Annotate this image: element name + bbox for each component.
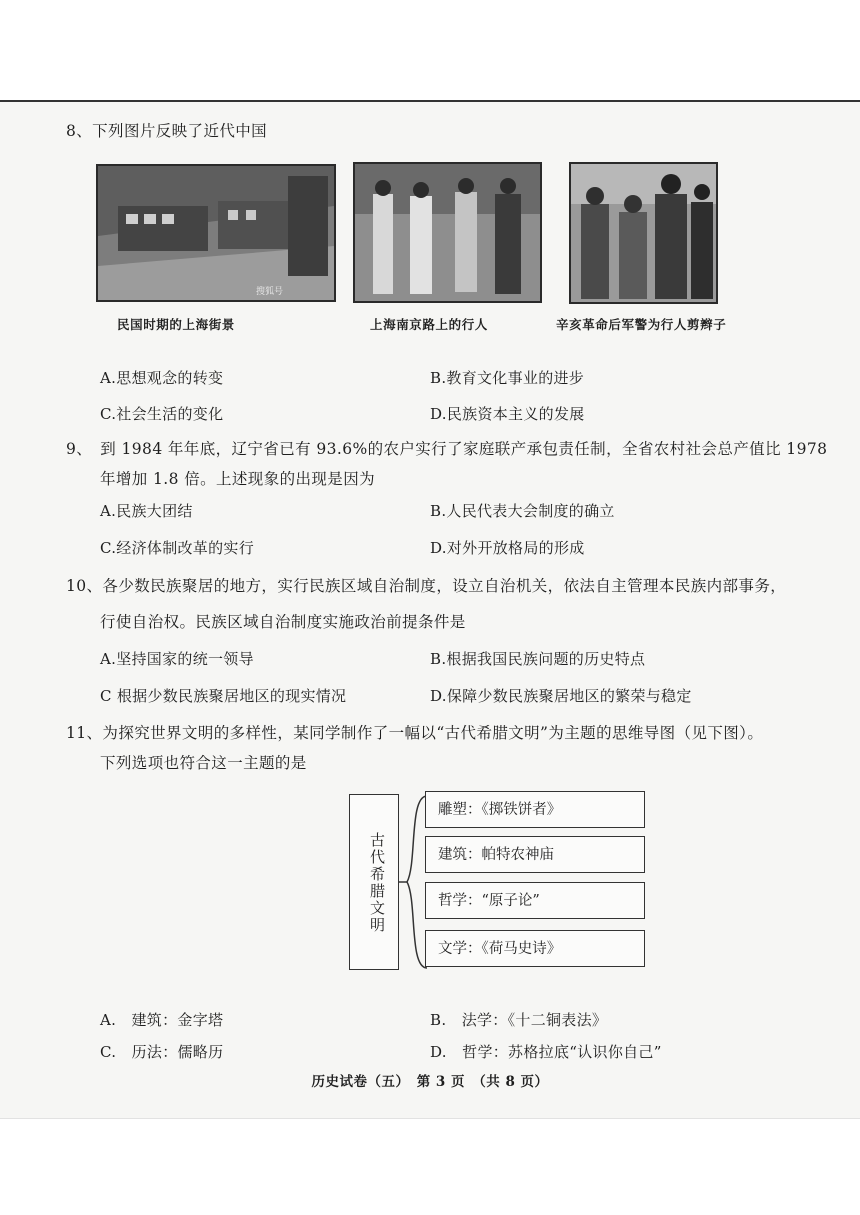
photo-watermark: 搜狐号	[256, 287, 284, 297]
q8-option-d[interactable]: D.民族资本主义的发展	[430, 405, 585, 423]
q10-option-d[interactable]: D.保障少数民族聚居地区的繁荣与稳定	[430, 687, 692, 705]
caption-shanghai-street: 民国时期的上海街景	[117, 317, 235, 332]
q9-option-d[interactable]: D.对外开放格局的形成	[430, 539, 585, 557]
q8-stem: 8、下列图片反映了近代中国	[66, 122, 268, 140]
q8-option-c[interactable]: C.社会生活的变化	[100, 405, 224, 423]
q9-stem-line2: 年增加 1.8 倍。上述现象的出现是因为	[100, 470, 376, 488]
q11-stem-line1: 11、为探究世界文明的多样性，某同学制作了一幅以“古代希腊文明”为主题的思维导图（见下图）。	[66, 724, 764, 742]
q8-option-a[interactable]: A.思想观念的转变	[100, 369, 224, 387]
q10-option-c[interactable]: C 根据少数民族聚居地区的现实情况	[100, 687, 347, 705]
q11-stem-line2: 下列选项也符合这一主题的是	[100, 754, 307, 772]
caption-nanjing-road: 上海南京路上的行人	[370, 317, 488, 332]
photo-queue-cutting	[569, 162, 718, 304]
page-footer: 历史试卷（五） 第 3 页 （共 8 页）	[311, 1074, 549, 1090]
mindmap-branch-architecture: 建筑：帕特农神庙	[425, 836, 645, 873]
q9-option-a[interactable]: A.民族大团结	[100, 502, 193, 520]
mindmap-root-label: 古代希腊文明	[368, 832, 386, 934]
q9-option-c[interactable]: C.经济体制改革的实行	[100, 539, 255, 557]
q10-option-a[interactable]: A.坚持国家的统一领导	[100, 650, 254, 668]
q11-option-a[interactable]: A. 建筑：金字塔	[100, 1011, 224, 1029]
photo-nanjing-road	[353, 162, 542, 303]
q9-stem-line1: 9、 到 1984 年年底，辽宁省已有 93.6%的农户实行了家庭联产承包责任制，全省农村社会总产值比 1978	[66, 440, 828, 458]
caption-queue-cutting: 辛亥革命后军警为行人剪辫子	[556, 317, 727, 332]
q9-option-b[interactable]: B.人民代表大会制度的确立	[430, 502, 615, 520]
q8-option-b[interactable]: B.教育文化事业的进步	[430, 369, 585, 387]
q11-option-d[interactable]: D. 哲学：苏格拉底“认识你自己”	[430, 1043, 662, 1061]
mindmap-branch-sculpture: 雕塑：《掷铁饼者》	[425, 791, 645, 828]
photo-shanghai-street	[96, 164, 336, 302]
mindmap-branch-literature: 文学：《荷马史诗》	[425, 930, 645, 967]
mindmap-branch-philosophy: 哲学：“原子论”	[425, 882, 645, 919]
q10-option-b[interactable]: B.根据我国民族问题的历史特点	[430, 650, 646, 668]
q11-option-b[interactable]: B. 法学：《十二铜表法》	[430, 1011, 608, 1029]
q10-stem-line2: 行使自治权。民族区域自治制度实施政治前提条件是	[100, 613, 466, 631]
q11-option-c[interactable]: C. 历法：儒略历	[100, 1043, 224, 1061]
q10-stem-line1: 10、各少数民族聚居的地方，实行民族区域自治制度，设立自治机关，依法自主管理本民族内部事务，	[66, 577, 787, 595]
